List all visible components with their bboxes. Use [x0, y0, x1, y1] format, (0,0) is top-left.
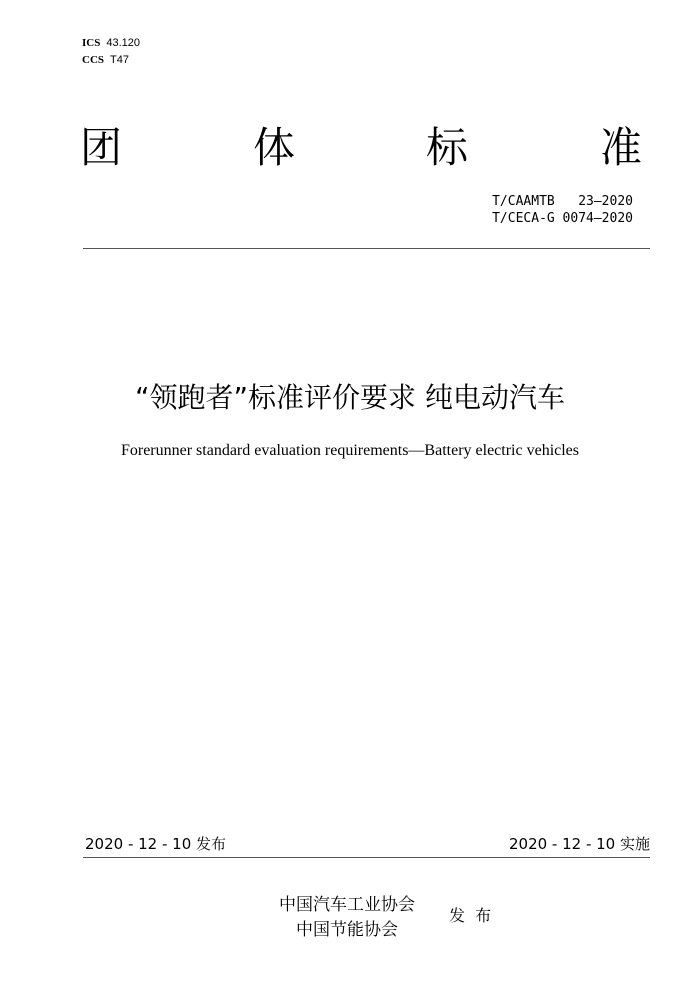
ics-value: 43.120	[106, 37, 140, 49]
footer-divider	[83, 857, 650, 858]
header-char-2: 体	[253, 123, 296, 172]
ccs-label: CCS	[82, 54, 105, 66]
standard-number-2: T/CECA-G 0074—2020	[492, 211, 633, 226]
header-char-1: 团	[80, 123, 123, 172]
header-char-4: 准	[600, 123, 643, 172]
ics-label: ICS	[82, 37, 101, 49]
publish-label: 发 布	[449, 906, 492, 925]
release-date: 2020 - 12 - 10 发布	[85, 835, 227, 853]
chinese-title: “领跑者”标准评价要求 纯电动汽车	[135, 381, 565, 414]
ccs-line	[82, 53, 129, 67]
publisher-org-2: 中国节能协会	[296, 920, 398, 940]
implementation-date: 2020 - 12 - 10 实施	[508, 835, 650, 853]
ccs-value: T47	[110, 54, 129, 66]
standard-number-1: T/CAAMTB 23—2020	[492, 194, 633, 209]
header-divider	[83, 248, 650, 249]
publisher-org-1: 中国汽车工业协会	[279, 895, 415, 915]
english-title: Forerunner standard evaluation requirements—Battery electric vehicles	[120, 442, 580, 459]
ics-line	[82, 36, 140, 50]
header-char-3: 标	[426, 123, 469, 172]
